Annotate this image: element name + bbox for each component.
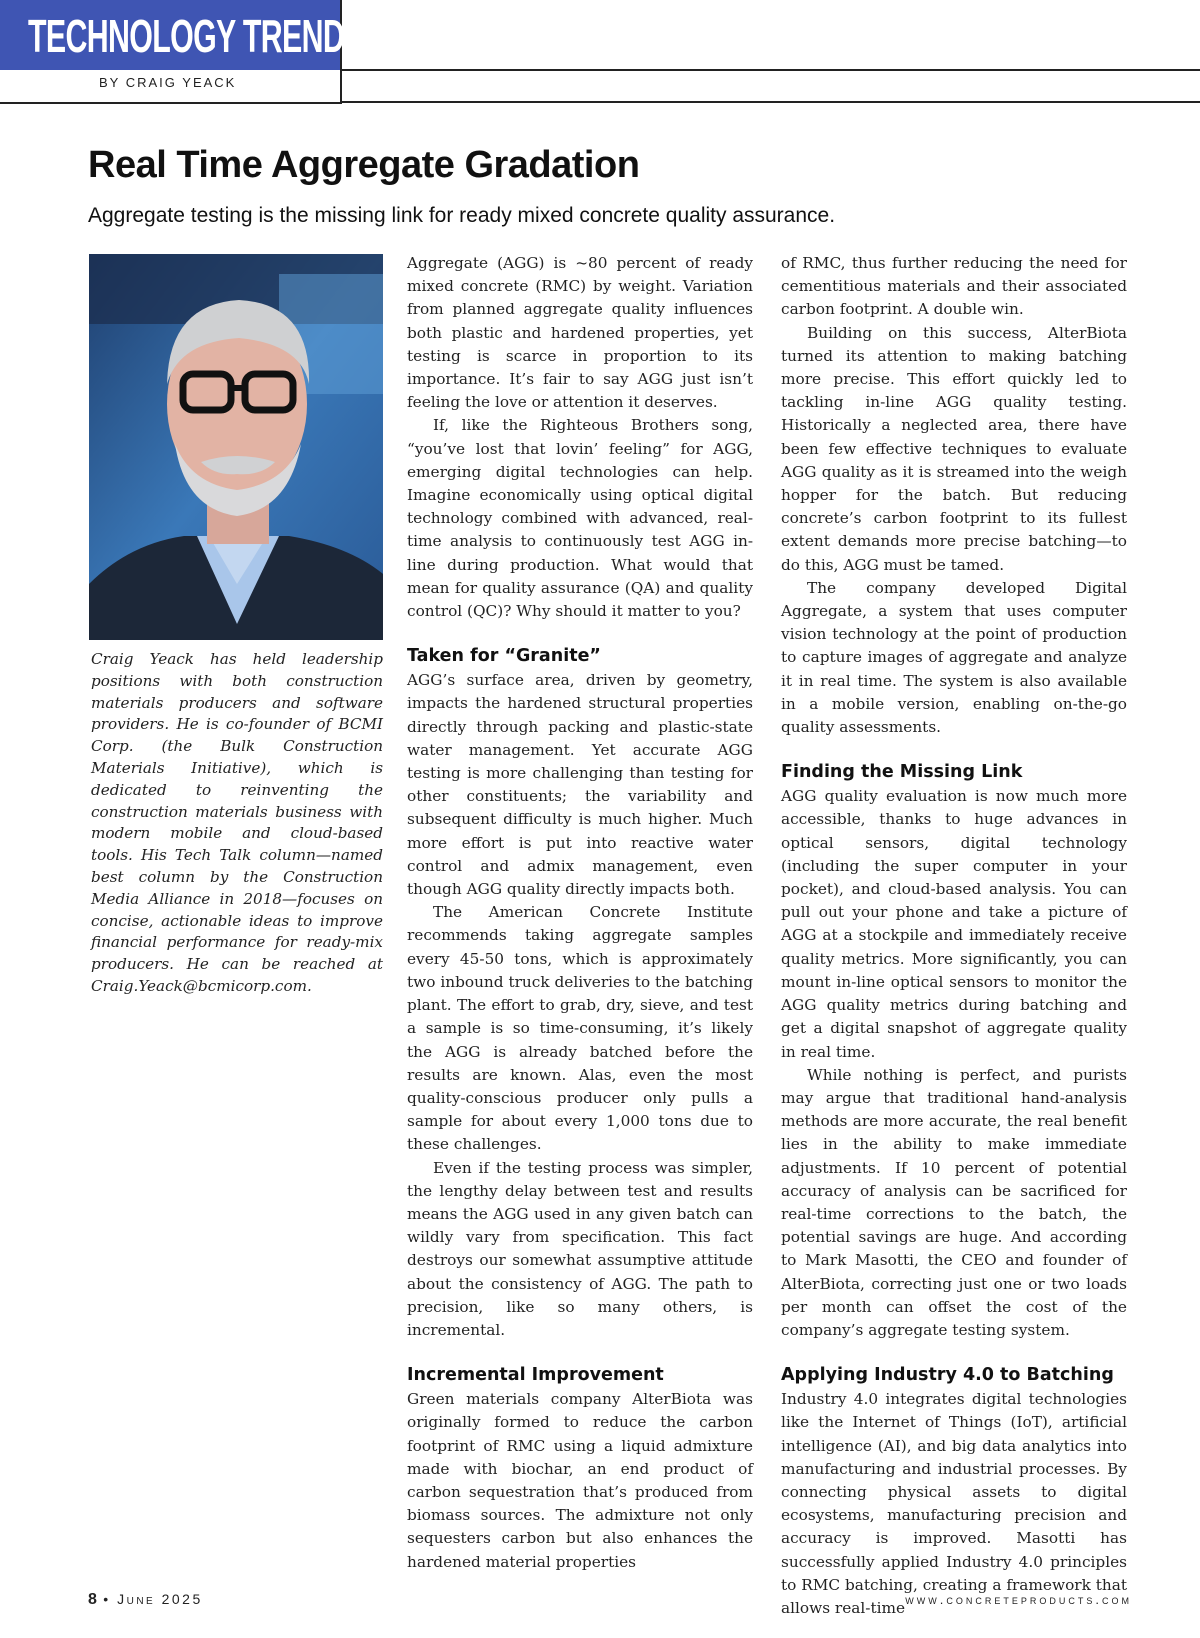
article-title: Real Time Aggregate Gradation [88,144,640,186]
section-title: TECHNOLOGY TRENDS [28,10,364,62]
paragraph: Even if the testing process was simpler, the lengthy delay between test and results means the AGG used in any given batch can wildly vary from specification. This fact destroys our somewhat assumptive attitude about the consistency of AGG. The path to precision, like so many others, is incremental. [407,1158,753,1339]
paragraph: While nothing is perfect, and purists may argue that traditional hand-analysis methods are more accurate, the real benefit lies in the ability to make immediate adjustments. If 10 percent of potential accuracy of analysis can be sacrificed for real-time corrections to the batch, the potential savings are huge. And according to Mark Masotti, the CEO and founder of AlterBiota, correcting just one or two loads per month can offset the cost of the company’s aggregate testing system. [781,1065,1127,1339]
subheading-finding-the-missing-link: Finding the Missing Link [781,762,1023,783]
author-photo [89,254,383,640]
website-url[interactable]: www.concreteproducts.com [905,1592,1132,1607]
author-portrait-illustration [89,254,383,640]
page-number: 8 [88,1591,97,1608]
paragraph: Building on this success, AlterBiota turned its attention to making batching more precise. This effort quickly led to tackling in-line AGG quality testing. Historically a neglected area, there have been few effective techniques to evaluate AGG quality as it is streamed into the weigh hopper for the batch. But reducing concrete’s carbon footprint to its fullest extent demands more precise batching—to do this, AGG must be tamed. [781,323,1127,574]
paragraph: Green materials company AlterBiota was originally formed to reduce the carbon footprint of RMC using a liquid admixture made with biochar, an end product of carbon sequestration that’s produced from biomass sources. The admixture not only sequesters carbon but also enhances the hardened material properties [407,1390,753,1571]
paragraph: Aggregate (AGG) is ~80 percent of ready mixed concrete (RMC) by weight. Variation from planned aggregate quality influences both plastic and hardened properties, yet testing is scarce in proportion to its importance. It’s fair to say AGG just isn’t feeling the love or attention it deserves. [407,254,753,412]
section-header-band [0,0,364,70]
article-column-2 [407,252,753,1571]
paragraph: AGG quality evaluation is now much more accessible, thanks to huge advances in optical sensors, digital technology (including the super computer in your pocket), and cloud-based analysis. You can pull out your phone and take a picture of AGG at a stockpile and immediately receive quality metrics. More significantly, you can mount in-line optical sensors to monitor the AGG quality metrics during batching and get a digital snapshot of aggregate quality in real time. [781,787,1127,1061]
article-subtitle: Aggregate testing is the missing link for ready mixed concrete quality assurance. [88,204,836,227]
paragraph: of RMC, thus further reducing the need for cementitious materials and their associated carbon footprint. A double win. [781,254,1127,319]
subheading-taken-for-granite: Taken for “Granite” [407,646,601,667]
paragraph: The company developed Digital Aggregate, a system that uses computer vision technology at the point of production to capture images of aggregate and analyze it in real time. The system is also available in a mobile version, enabling on-the-go quality assessments. [781,578,1127,737]
paragraph: The American Concrete Institute recommends taking aggregate samples every 45-50 tons, which is approximately two inbound truck deliveries to the batching plant. The effort to grab, dry, sieve, and test a sample is so time-consuming, it’s likely the AGG is already batched before the results are known. Alas, even the most quality-conscious producer only pulls a sample for about every 1,000 tons due to these challenges. [407,903,753,1154]
subheading-applying-industry-4-0: Applying Industry 4.0 to Batching [781,1365,1114,1386]
byline: BY CRAIG YEACK [99,75,237,90]
footer-separator: • [103,1591,111,1607]
header-rule-top [342,69,1200,71]
page-footer-left [88,1591,203,1609]
paragraph: AGG’s surface area, driven by geometry, impacts the hardened structural properties directly through packing and plastic-state water management. Yet accurate AGG testing is more challenging than testing for other constituents; the variability and subsequent difficulty is much higher. Much more effort is put into reactive water control and admix management, even though AGG quality directly impacts both. [407,671,753,899]
author-bio-caption: Craig Yeack has held leadership positions with both construction materials producers and software providers. He is co-founder of BCMI Corp. (the Bulk Construction Materials Initiative), which is dedicated to reinventing the construction materials business with modern mobile and cloud-based tools. His Tech Talk column—named best column by the Construction Media Alliance in 2018—focuses on concise, actionable ideas to improve financial performance for ready-mix producers. He can be reached at Craig.Yeack@bcmicorp.com. [91,650,383,995]
issue-date: June 2025 [117,1591,203,1607]
section-header [0,0,364,104]
subheading-incremental-improvement: Incremental Improvement [407,1365,664,1386]
paragraph: Industry 4.0 integrates digital technologies like the Internet of Things (IoT), artificial intelligence (AI), and big data analytics into manufacturing and industrial processes. By connecting physical assets to digital ecosystems, manufacturing precision and accuracy is improved. Masotti has successfully applied Industry 4.0 principles to RMC batching, creating a framework that allows real-time [781,1390,1127,1617]
paragraph: If, like the Righteous Brothers song, “you’ve lost that lovin’ feeling” for AGG, emerging digital technologies can help. Imagine economically using optical digital technology combined with advanced, real-time analysis to continuously test AGG in-line during production. What would that mean for quality assurance (QA) and quality control (QC)? Why should it matter to you? [407,416,753,621]
header-rule-bottom [342,101,1200,103]
